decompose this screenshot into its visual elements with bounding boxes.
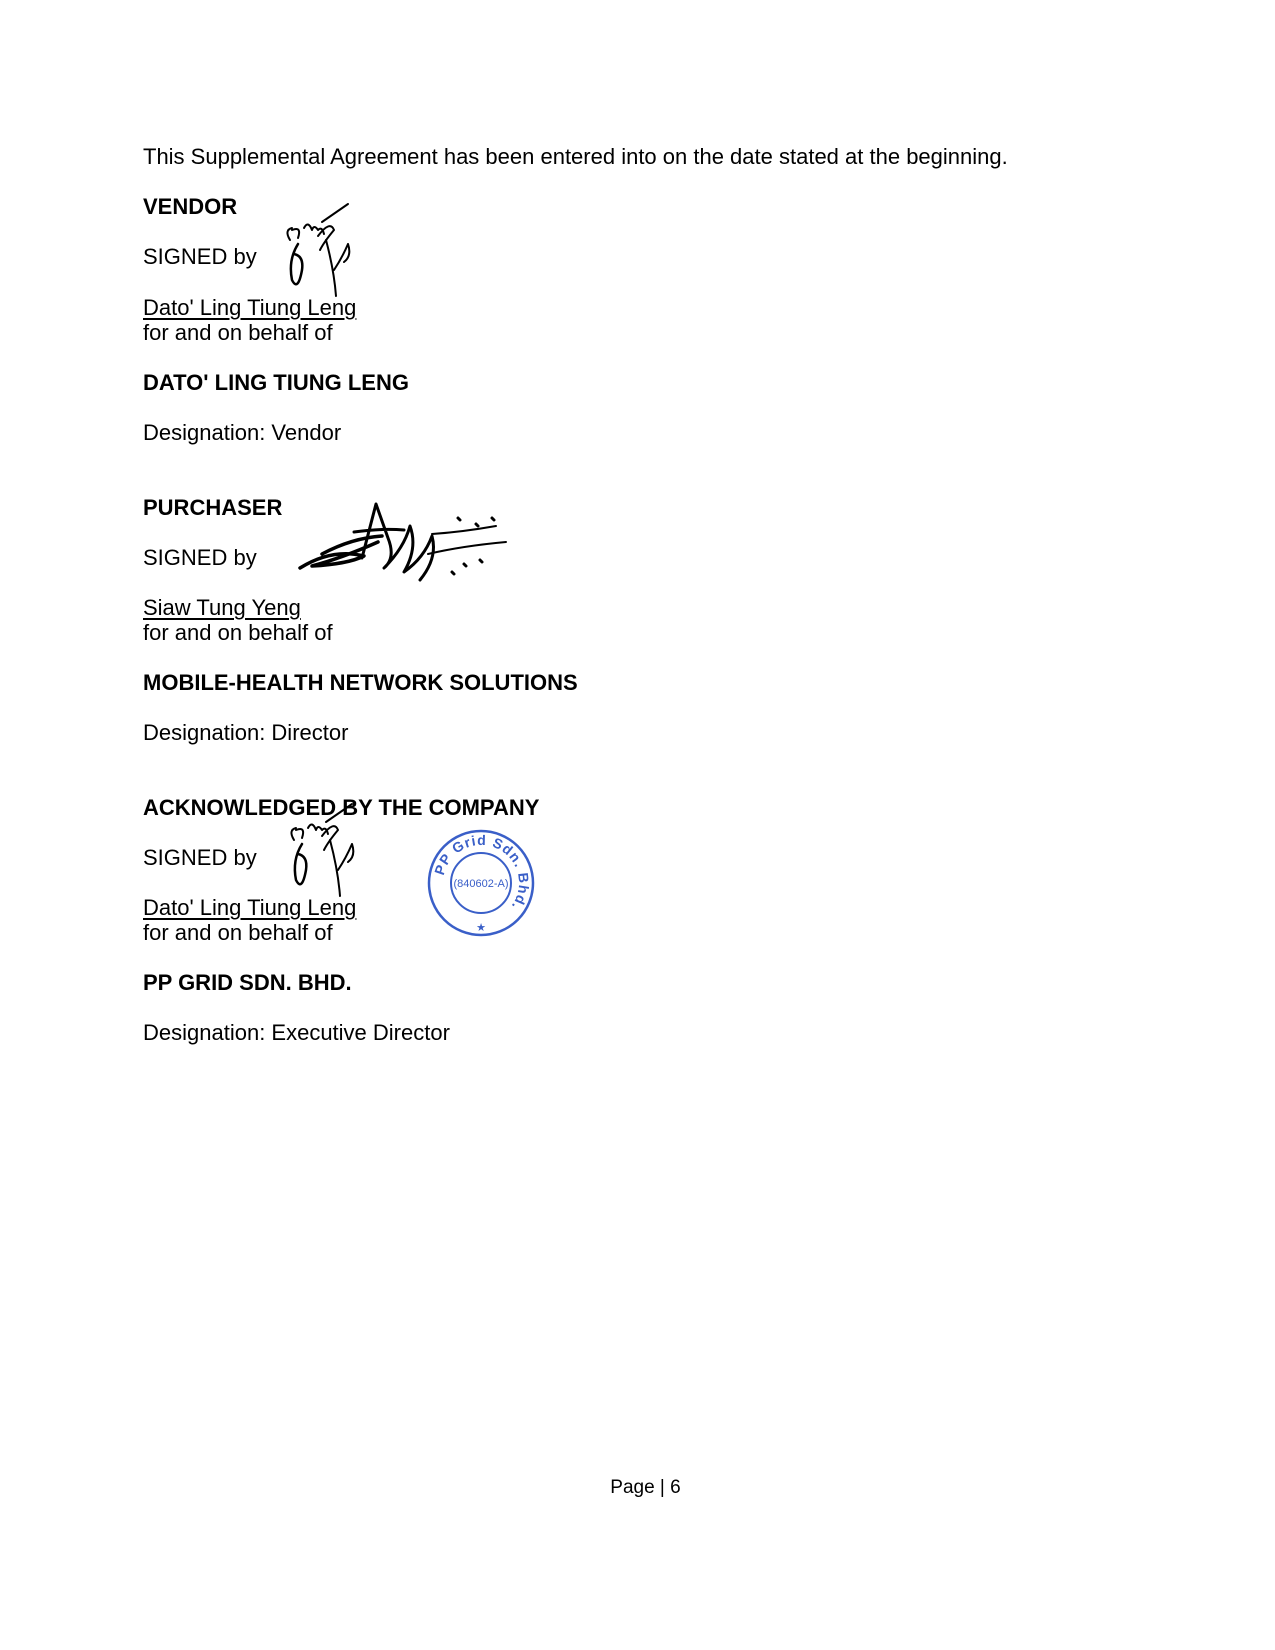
company-stamp: [426, 828, 536, 938]
purchaser-signed-by: SIGNED by: [143, 545, 257, 570]
company-heading: ACKNOWLEDGED BY THE COMPANY: [143, 795, 540, 820]
vendor-heading: VENDOR: [143, 194, 238, 219]
stamp-star-icon: ★: [476, 921, 486, 934]
vendor-party: DATO' LING TIUNG LENG: [143, 370, 409, 395]
vendor-designation: Designation: Vendor: [143, 420, 342, 445]
purchaser-heading: PURCHASER: [143, 495, 283, 520]
vendor-behalf: for and on behalf of: [143, 320, 333, 345]
purchaser-signature: [292, 498, 522, 588]
stamp-center-text: (840602-A): [453, 878, 509, 890]
company-signatory: Dato' Ling Tiung Leng: [143, 895, 357, 920]
company-behalf: for and on behalf of: [143, 920, 333, 945]
company-party: PP GRID SDN. BHD.: [143, 970, 352, 995]
page-number: Page | 6: [610, 1477, 681, 1498]
purchaser-signatory: Siaw Tung Yeng: [143, 595, 301, 620]
vendor-signed-by: SIGNED by: [143, 244, 257, 269]
purchaser-designation: Designation: Director: [143, 720, 349, 745]
stamp-ring-text: PP Grid Sdn. Bhd.: [431, 831, 533, 914]
vendor-signatory: Dato' Ling Tiung Leng: [143, 295, 357, 320]
purchaser-party: MOBILE-HEALTH NETWORK SOLUTIONS: [143, 670, 578, 695]
company-designation: Designation: Executive Director: [143, 1020, 450, 1045]
purchaser-behalf: for and on behalf of: [143, 620, 333, 645]
company-signed-by: SIGNED by: [143, 845, 257, 870]
intro-text: This Supplemental Agreement has been entered into on the date stated at the beginning.: [143, 144, 1008, 169]
